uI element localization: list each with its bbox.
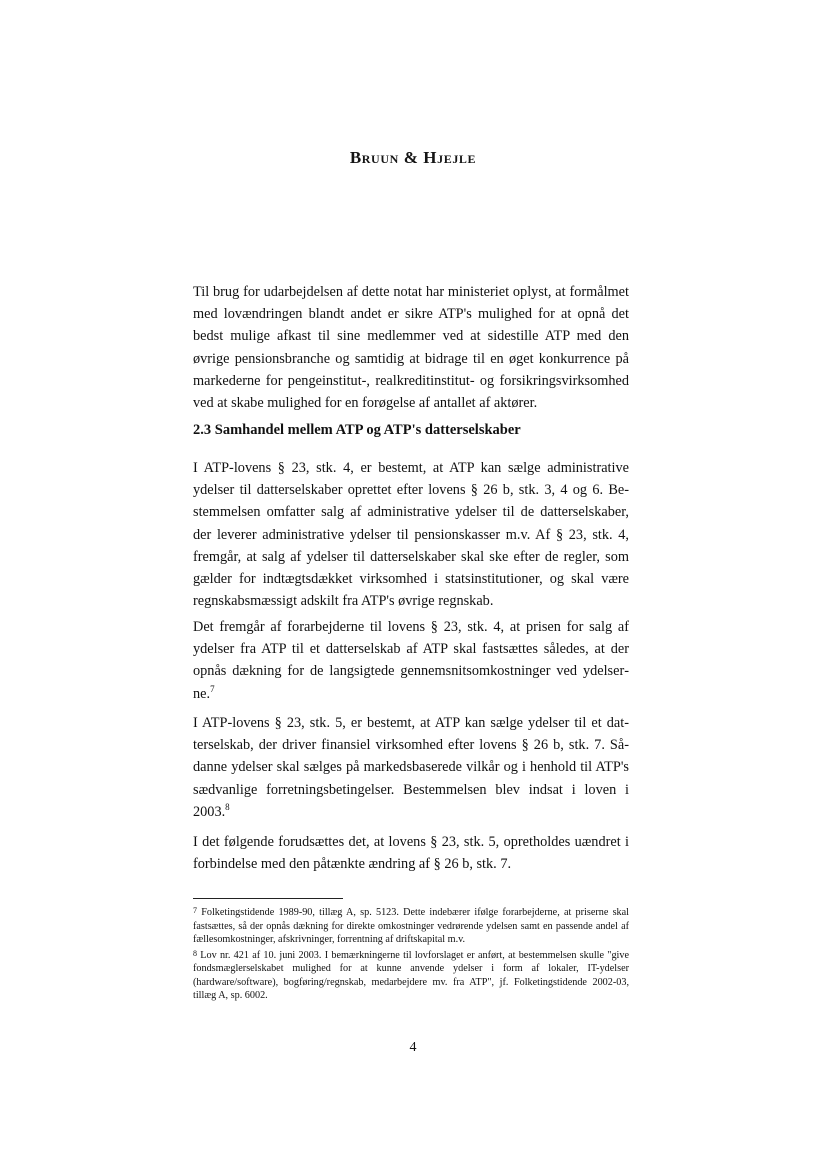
footnote-8 [193,947,629,1003]
page-number: 4 [409,1040,417,1055]
footnote-mark: 7 [193,906,197,915]
paragraph-3-text: Det fremgår af forarbejderne til lovens § 23, stk. 4, at prisen for salg af ydelser fra ATP til et datterselskab af ATP skal fastsættes således, at der opnås dækning for de langsigtede gennemsnitsomkostninger ved ydelserne. [193,619,629,702]
footnote-mark: 8 [193,948,197,958]
firm-name-header: Bruun & Hjejle [349,148,477,167]
footnote-ref-7[interactable]: 7 [210,683,215,694]
footnote-text: Folketingstidende 1989-90, tillæg A, sp. 5123. Dette indebærer ifølge forarbejderne, at priserne skal fastsættes, så der opnås dækning for direkte omkostninger vedrørende ydelsen samt en passende andel af fællesomkostninger, afskrivninger, forrentning af driftskapital m.v. [193,907,629,945]
paragraph-4 [193,712,629,823]
paragraph-2-text: I ATP-lovens § 23, stk. 4, er bestemt, at ATP kan sælge administrative ydelser til datterselskaber oprettet efter lovens § 26 b, stk. 3, 4 og 6. Bestemmelsen omfatter salg af administrative ydelser til de datterselskaber, der leverer administrative ydelser til pensionskasser m.v. Af § 23, stk. 4, fremgår, at salg af ydelser til datterselskaber skal ske efter de regler, som gælder for indtægtsdækket virksomhed i statsinstitutioner, og skal være regnskabsmæssigt adskilt fra ATP's øvrige regnskab. [193,460,629,610]
footnote-ref-8[interactable]: 8 [225,802,230,813]
paragraph-4-text: I ATP-lovens § 23, stk. 5, er bestemt, at ATP kan sælge ydelser til et datterselskab, der driver finansiel virksomhed efter lovens § 26 b, stk. 7. Sådanne ydelser skal sælges på markedsbaserede vilkår og i henhold til ATP's sædvanlige forretningsbetingelser. Bestemmelsen blev indsat i loven i 2003. [193,715,629,820]
paragraph-2 [193,457,629,612]
paragraph-5 [193,831,629,875]
paragraph-5-text: I det følgende forudsættes det, at lovens § 23, stk. 5, opretholdes uændret i forbindelse med den påtænkte ændring af § 26 b, stk. 7. [193,834,629,873]
footnote-text: Lov nr. 421 af 10. juni 2003. I bemærkningerne til lovforslaget er anført, at bestemmelsen skulle "give fondsmæglerselskabet mulighed for at kunne anvende ydelser i form af lokaler, IT-ydelser (hardware/software), bogføring/regnskab, medarbejdere mv. fra ATP", jf. Folketingstidende 2002-03, tillæg A, sp. 6002. [193,949,629,1001]
paragraph-3 [193,616,629,705]
footnote-divider [193,898,343,899]
footnote-7 [193,904,629,947]
paragraph-intro [193,281,629,414]
footnotes [193,904,629,1003]
section-heading: 2.3 Samhandel mellem ATP og ATP's datterselskaber [193,422,521,438]
paragraph-intro-text: Til brug for udarbejdelsen af dette notat har ministeriet oplyst, at formålmet med lovændringen blandt andet er sikre ATP's mulighed for at opnå det bedst mulige afkast til sine medlemmer ved at sidestille ATP med den øvrige pensionsbranche og samtidig at bidrage til en øget konkurrence på markederne for pengeinstitut-, realkreditinstitut- og forsikringsvirksomhed ved at skabe mulighed for en forøgelse af antallet af aktører. [193,284,629,412]
